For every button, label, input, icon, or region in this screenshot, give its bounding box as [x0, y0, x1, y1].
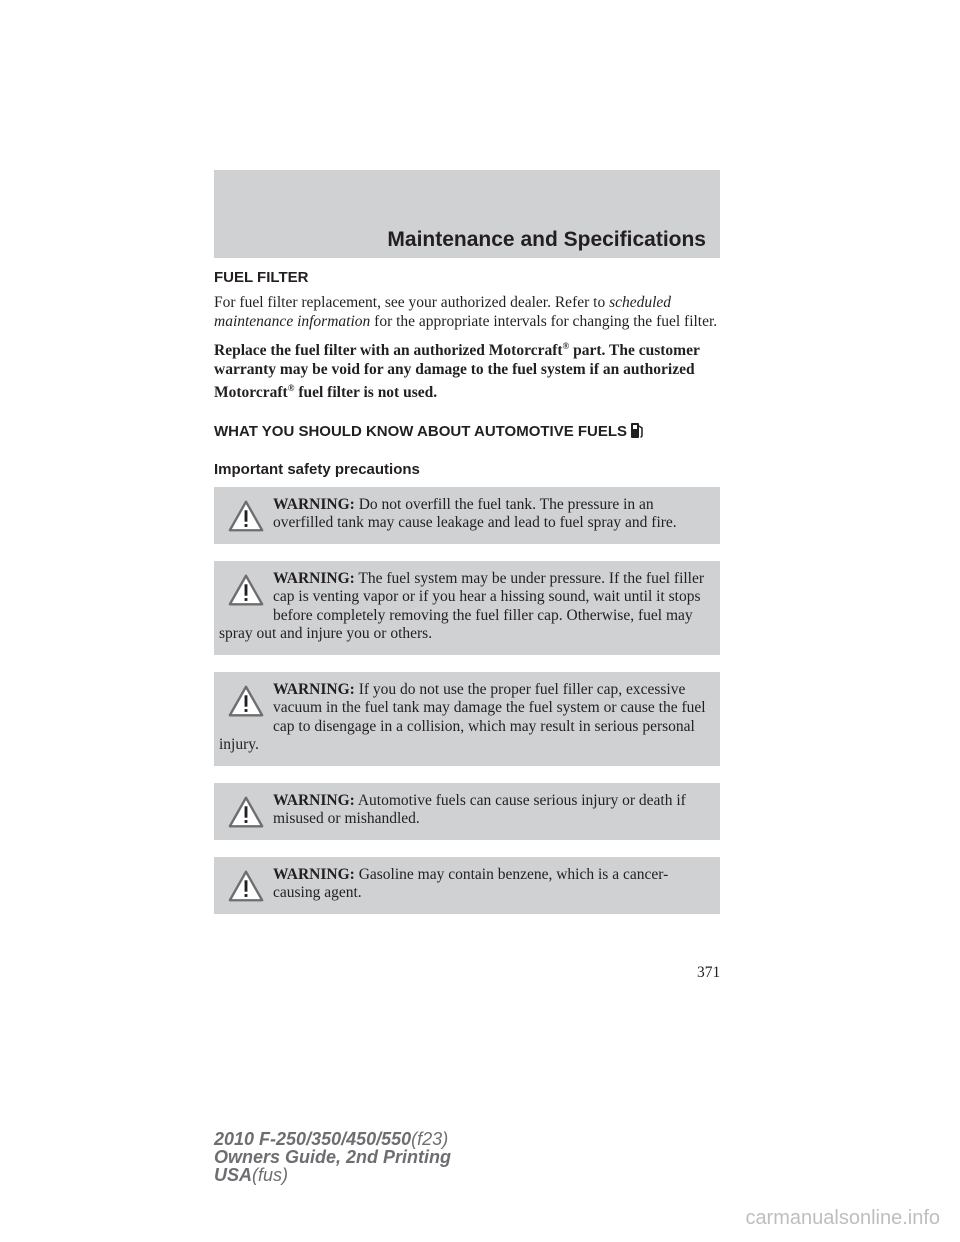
footer-edition: Owners Guide, 2nd Printing [214, 1147, 452, 1167]
warning-triangle-icon [227, 683, 265, 719]
footer-model-code: (f23) [411, 1129, 449, 1149]
fuel-filter-text-start: For fuel filter replacement, see your authorized dealer. Refer to [214, 294, 606, 311]
footer-model: 2010 F-250/350/450/550 [214, 1129, 412, 1149]
document-footer [214, 1130, 451, 1184]
section-header-band [214, 170, 720, 258]
warning-text: Do not overfill the fuel tank. The pressure in an overfilled tank may cause leakage and lead to fuel spray and fire. [273, 495, 677, 532]
motorcraft-notice-2: part. The customer warranty may be void for any damage to the fuel system if an authorized Motorcraft [214, 342, 700, 402]
motorcraft-notice-3: fuel filter is not used. [298, 384, 438, 402]
warning-triangle-icon [227, 572, 265, 608]
warning-triangle-icon [227, 868, 265, 904]
motorcraft-notice [214, 337, 720, 403]
maintenance-reference: scheduled maintenance information [214, 294, 672, 330]
warning-box [214, 783, 720, 840]
fuel-filter-paragraph [214, 294, 720, 331]
motorcraft-notice-1: Replace the fuel filter with an authorized Motorcraft [214, 342, 563, 360]
registered-mark: ® [287, 383, 295, 394]
fuel-filter-heading: FUEL FILTER [214, 269, 309, 286]
footer-market-code: (fus) [252, 1165, 289, 1185]
automotive-fuels-heading [214, 420, 720, 446]
watermark-logo: carmanualsonline.info [745, 1207, 940, 1229]
warning-label: WARNING: [273, 791, 355, 809]
fuel-filter-text-end: for the appropriate intervals for changing the fuel filter. [374, 312, 718, 330]
warning-text: The fuel system may be under pressure. If the fuel filler cap is venting vapor or if you hear a hissing sound, wait until it stops before completely removing the fuel filler cap. Otherwise, fuel may spray out and injure you or others. [219, 569, 705, 643]
registered-mark: ® [562, 341, 570, 351]
warning-box [214, 672, 720, 766]
footer-market: USA [214, 1165, 253, 1185]
page-number: 371 [697, 964, 721, 981]
automotive-fuels-heading-text: WHAT YOU SHOULD KNOW ABOUT AUTOMOTIVE FUELS [214, 422, 628, 440]
warning-box [214, 487, 720, 544]
warning-label: WARNING: [273, 680, 355, 698]
warning-box [214, 561, 720, 655]
warning-text: Automotive fuels can cause serious injury or death if misused or mishandled. [273, 791, 686, 828]
safety-precautions-heading: Important safety precautions [214, 460, 420, 478]
warning-box [214, 857, 720, 914]
fuel-pump-icon [630, 420, 644, 446]
warning-text: If you do not use the proper fuel filler cap, excessive vacuum in the fuel tank may damage the fuel system or cause the fuel cap to disengage in a collision, which may result in serious personal injury. [219, 680, 706, 754]
warning-label: WARNING: [273, 495, 355, 513]
section-title: Maintenance and Specifications [387, 228, 706, 251]
warning-label: WARNING: [273, 569, 355, 587]
warning-triangle-icon [227, 794, 265, 830]
page-content [214, 268, 720, 914]
warning-triangle-icon [227, 498, 265, 534]
warning-label: WARNING: [273, 865, 355, 883]
warning-text: Gasoline may contain benzene, which is a cancer-causing agent. [273, 865, 669, 902]
